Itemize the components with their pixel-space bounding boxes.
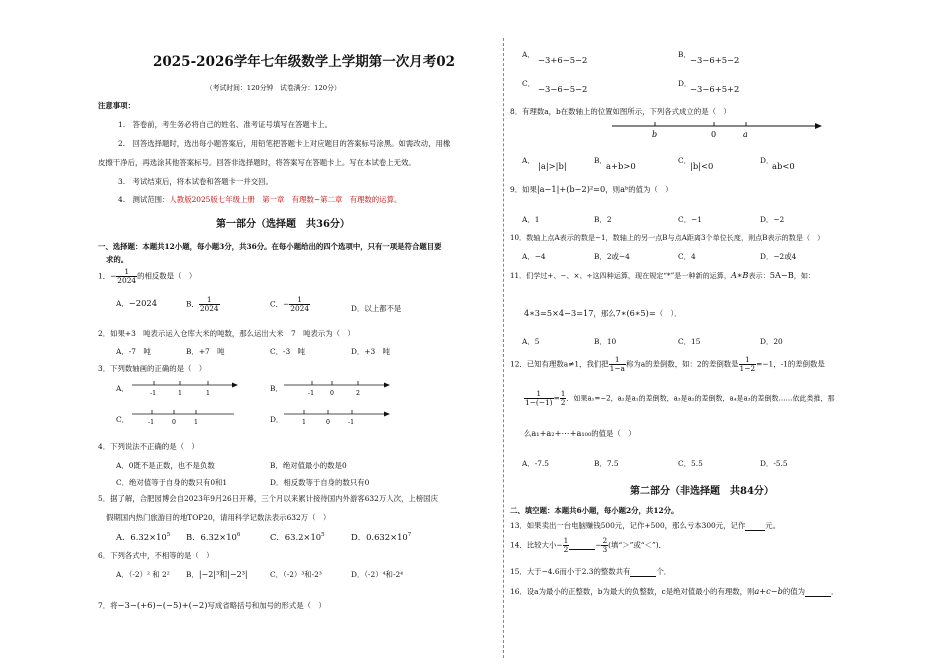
- part2-heading: 第二部分（非选择题 共84分）: [630, 486, 774, 497]
- q2-option-c: C．-3 吨: [270, 347, 306, 356]
- q3b-tick-1: -1: [308, 390, 315, 397]
- q5-option-c: C．$63.2\times 10^5$: [270, 532, 325, 542]
- q14-fraction-2: $\frac{2}{3}$: [602, 536, 608, 554]
- q8-axis-label-0: 0: [711, 130, 717, 139]
- q3-option-a-numberline: [130, 376, 240, 398]
- q9-expression-2: aᵇ: [620, 184, 629, 194]
- q16-expression: a+c−b: [754, 586, 783, 596]
- q3-option-a-label: A．: [116, 384, 129, 393]
- q9-expression: |a−1|+(b−2)²=0: [536, 184, 606, 194]
- q4-option-c: C．绝对值等于自身的数只有0和1: [116, 478, 228, 487]
- note-4: [118, 194, 401, 205]
- q3d-tick-1: 1: [302, 419, 306, 426]
- q11-option-d: D．20: [760, 337, 783, 346]
- q12-option-b: B．7.5: [594, 459, 619, 468]
- q1-stem-text: 的相反数是（ ）: [137, 271, 197, 281]
- note-2a: 2. 回答选择题时，选出每小题答案后，用铅笔把答题卡上对应题目的答案标号涂黑。如需改动，用橡: [118, 139, 451, 148]
- q10-option-b: B．2或−4: [594, 252, 630, 261]
- q3-stem: 3．下列数轴画的正确的是（ ）: [98, 364, 207, 373]
- q8-option-c-expr: |b|<0: [690, 161, 714, 171]
- q5-stem-a: 5．据了解，合肥园博会自2023年9月26日开幕，三个月以来累计接待国内外游客632万人次，上榜国庆: [98, 494, 438, 503]
- q3-option-b-label: B．: [270, 384, 283, 393]
- note-3: 3. 考试结束后，将本试卷和答题卡一并交回。: [118, 177, 273, 186]
- exam-info: （考试时间：120分钟 试卷满分：120分）: [206, 84, 341, 92]
- q10-option-d: D．−2或4: [760, 252, 797, 261]
- q8-numberline: [610, 117, 825, 139]
- q7-expression: −3−(+6)−(−5)+(−2): [117, 600, 208, 610]
- q11-stem-b: 4∗3=5×4−3=17，那么7∗(6∗5)=（ ）．: [524, 308, 682, 318]
- q15-answer-blank[interactable]: [630, 567, 656, 577]
- q3c-tick-3: 1: [194, 419, 198, 426]
- q4-stem: 4．下列说法不正确的是（ ）: [98, 442, 199, 451]
- q8-axis-label-a: a: [743, 130, 748, 139]
- q1-option-b: B． $\frac{1}{2024}$: [186, 295, 219, 313]
- q4-option-b: B．绝对值最小的数是0: [270, 461, 347, 470]
- q14-fraction-1: $\frac{1}{2}$: [563, 536, 569, 554]
- note-1: 1. 答卷前，考生务必将自己的姓名、准考证号填写在答题卡上。: [118, 120, 332, 129]
- q2-stem: 2．如果+3 吨表示运入仓库大米的吨数，那么运出大米 7 吨表示为（ ）: [98, 329, 355, 338]
- q11-expression-a: A∗B: [730, 270, 749, 280]
- q9-stem: 9．如果|a−1|+(b−2)²=0，则aᵇ的值为（ ）: [510, 184, 673, 194]
- note-2b: 皮擦干净后，再选涂其他答案标号。回答非选择题时，将答案写在答题卡上。写在本试卷上无效。: [98, 158, 416, 167]
- q5-option-d: D．$0.632\times 10^7$: [351, 532, 412, 542]
- q12-stem-c: 么a₁+a₂+⋯+a₁₀₀的值是（ ）: [524, 428, 636, 438]
- q7-option-d-expr: −3−6+5+2: [690, 84, 740, 94]
- q6-option-d: D．（-2）⁴和-2⁴: [351, 570, 404, 579]
- q1-number: 1．: [98, 271, 111, 281]
- q3c-tick-1: -1: [148, 419, 155, 426]
- q9-option-c: C．−1: [678, 215, 702, 224]
- q3b-tick-3: 2: [356, 390, 360, 397]
- q9-option-a: A．1: [522, 215, 540, 224]
- q12-fraction-1: $\frac{1}{1-a}$: [609, 355, 625, 373]
- column-divider: [503, 38, 504, 658]
- q14-stem: 14．比较大小− $\frac{1}{2}$ − $\frac{2}{3}$ (填“＞”或“＜”)．: [510, 536, 667, 554]
- q8-option-b: B．: [594, 156, 607, 165]
- q15-stem: 15．大于−4.6而小于2.3的整数共有 个．: [510, 567, 672, 576]
- notes-heading: 注意事项：: [98, 101, 135, 110]
- q7-option-c: C．: [522, 79, 536, 88]
- q3-option-d-label: D．: [270, 415, 284, 424]
- q1-option-c: C．− $\frac{1}{2024}$: [270, 295, 310, 313]
- q11-option-c: C．15: [678, 337, 701, 346]
- q12-option-c: C．5.5: [678, 459, 703, 468]
- q7-stem: 7．将−3−(+6)−(−5)+(−2)写成省略括号和加号的形式是（ ）: [98, 600, 326, 610]
- q11-option-a: A．5: [522, 337, 540, 346]
- q3a-tick-1: -1: [150, 390, 157, 397]
- part1-heading: 第一部分（选择题 共36分）: [216, 219, 350, 230]
- q12-fraction-4: $\frac{1}{2}$: [560, 389, 566, 407]
- q1-fraction: $\frac{1}{2024}$: [117, 267, 137, 285]
- q12-option-d: D．-5.5: [760, 459, 788, 468]
- q12-stem-a: 12．已知有理数a≠1，我们把 $\frac{1}{1-a}$ 称为a的差倒数，如：2的差倒数是 $\frac{1}{1-2}$ =−1，-1的差倒数是: [510, 355, 825, 373]
- q16-stem: 16．设a为最小的正整数，b为最大的负整数，c是绝对值最小的有理数，则a+c−b的值为 ．: [510, 586, 839, 596]
- q4-option-d: D．相反数等于自身的数只有0: [270, 478, 370, 487]
- q10-option-a: A．−4: [522, 252, 546, 261]
- q11-stem-a: 11．们学过+、−、×、÷这四种运算，现在规定“*”是一种新的运算，A∗B表示：5A−B，如：: [510, 270, 816, 280]
- q2-option-d: D．+3 吨: [351, 347, 390, 356]
- q16-answer-blank[interactable]: [805, 587, 831, 597]
- q11-example: 4∗3=5×4−3=17: [524, 308, 594, 318]
- q5-stem-b: 假期国内热门旅游目的地TOP20，请用科学记数法表示632万（ ）: [106, 513, 331, 522]
- q5-option-a: A．$6.32\times 10^5$: [116, 532, 171, 542]
- q6-option-b: B．|−2|³和|−2³|: [186, 570, 248, 579]
- q8-option-c: C．: [678, 156, 692, 165]
- q8-option-b-expr: a+b>0: [606, 161, 636, 171]
- q10-stem: 10．数轴上点A表示的数是−1，数轴上的另一点B与点A距离3个单位长度，则点B表示的数是（ ）: [510, 233, 825, 242]
- q7-option-a-expr: −3+6−5−2: [538, 55, 588, 65]
- part1-instruction-a: 一、选择题：本题共12小题，每小题3分，共36分。在每小题给出的四个选项中，只有一项是符合题目要: [98, 242, 442, 251]
- q1-option-d: D．以上都不是: [351, 304, 402, 313]
- q7-option-a: A．: [522, 50, 535, 59]
- q9-option-b: B．2: [594, 215, 612, 224]
- q3a-tick-3: 1: [206, 390, 210, 397]
- test-range: 人教版2025版七年级上册 第一章 有理数~第二章 有理数的运算。: [169, 195, 402, 204]
- q8-option-d: D．: [760, 156, 774, 165]
- q1-stem: 1．− $\frac{1}{2024}$ 的相反数是（ ）: [98, 267, 197, 285]
- q12-fraction-3: $\frac{1}{1-(-1)}$: [525, 389, 553, 407]
- q3-option-c-label: C．: [116, 415, 130, 424]
- q13-stem: 13．如果卖出一台电脑赚钱500元，记作+500，那么亏本300元，记作 元。: [510, 521, 781, 530]
- q3c-tick-2: 0: [172, 419, 176, 426]
- q12-stem-b: $\frac{1}{1-(-1)}$ = $\frac{1}{2}$ ．如果a₁=−2，a₂是a₁的差倒数，a₃是a₂的差倒数，a₄是a₃的差倒数……依此类推，那: [525, 389, 835, 407]
- q12-sum-expression: a₁+a₂+⋯+a₁₀₀: [531, 428, 592, 438]
- q3-option-d-numberline: [282, 405, 392, 427]
- q3b-tick-2: 0: [330, 390, 334, 397]
- q1-option-a: A．−2024: [116, 298, 158, 308]
- q7-option-d: D．: [678, 79, 692, 88]
- q3d-tick-3: -1: [348, 419, 355, 426]
- q9-option-d: D．−2: [760, 215, 785, 224]
- q11-option-b: B．10: [594, 337, 617, 346]
- q7-option-c-expr: −3−6−5−2: [538, 84, 588, 94]
- q6-stem: 6．下列各式中，不相等的是（ ）: [98, 551, 214, 560]
- q13-answer-blank[interactable]: [745, 521, 765, 531]
- q8-stem: 8．有理数a，b在数轴上的位置如图所示，下列各式成立的是（ ）: [510, 107, 731, 116]
- part1-instruction-b: 求的。: [106, 255, 129, 264]
- exam-title: 2025-2026学年七年级数学上学期第一次月考02: [153, 54, 456, 70]
- q3d-tick-2: 0: [326, 419, 330, 426]
- q14-answer-blank[interactable]: [569, 540, 595, 550]
- q8-axis-label-b: b: [652, 130, 658, 139]
- q3-option-c-numberline: [130, 405, 240, 427]
- q7-option-b-expr: −3−6+5−2: [690, 55, 740, 65]
- note-4-prefix: 4. 测试范围：: [118, 195, 170, 204]
- q4-option-a: A．0既不是正数，也不是负数: [116, 461, 215, 470]
- q11-expression-b: 5A−B: [769, 270, 794, 280]
- q10-option-c: C．4: [678, 252, 696, 261]
- part2-instruction: 二、填空题：本题共6小题，每小题2分，共12分。: [510, 506, 679, 515]
- q8-option-a: A．: [522, 156, 535, 165]
- q8-option-a-expr: |a|>|b|: [538, 161, 567, 171]
- q3-option-b-numberline: [282, 376, 392, 398]
- q3a-tick-2: 1: [178, 390, 182, 397]
- q8-option-d-expr: ab<0: [772, 161, 795, 171]
- q5-option-b: B．$6.32\times 10^6$: [186, 532, 241, 542]
- q12-fraction-2: $\frac{1}{1-2}$: [739, 355, 756, 373]
- q6-option-c: C．（-2）³和-2³: [270, 570, 322, 579]
- q2-option-a: A．-7 吨: [116, 347, 151, 356]
- q6-option-a: A．（-2）² 和 2²: [116, 570, 170, 579]
- q2-option-b: B．+7 吨: [186, 347, 225, 356]
- q11-expression-d: 7∗(6∗5)=: [615, 308, 656, 318]
- q12-option-a: A．-7.5: [522, 459, 549, 468]
- q7-option-b: B．: [678, 50, 691, 59]
